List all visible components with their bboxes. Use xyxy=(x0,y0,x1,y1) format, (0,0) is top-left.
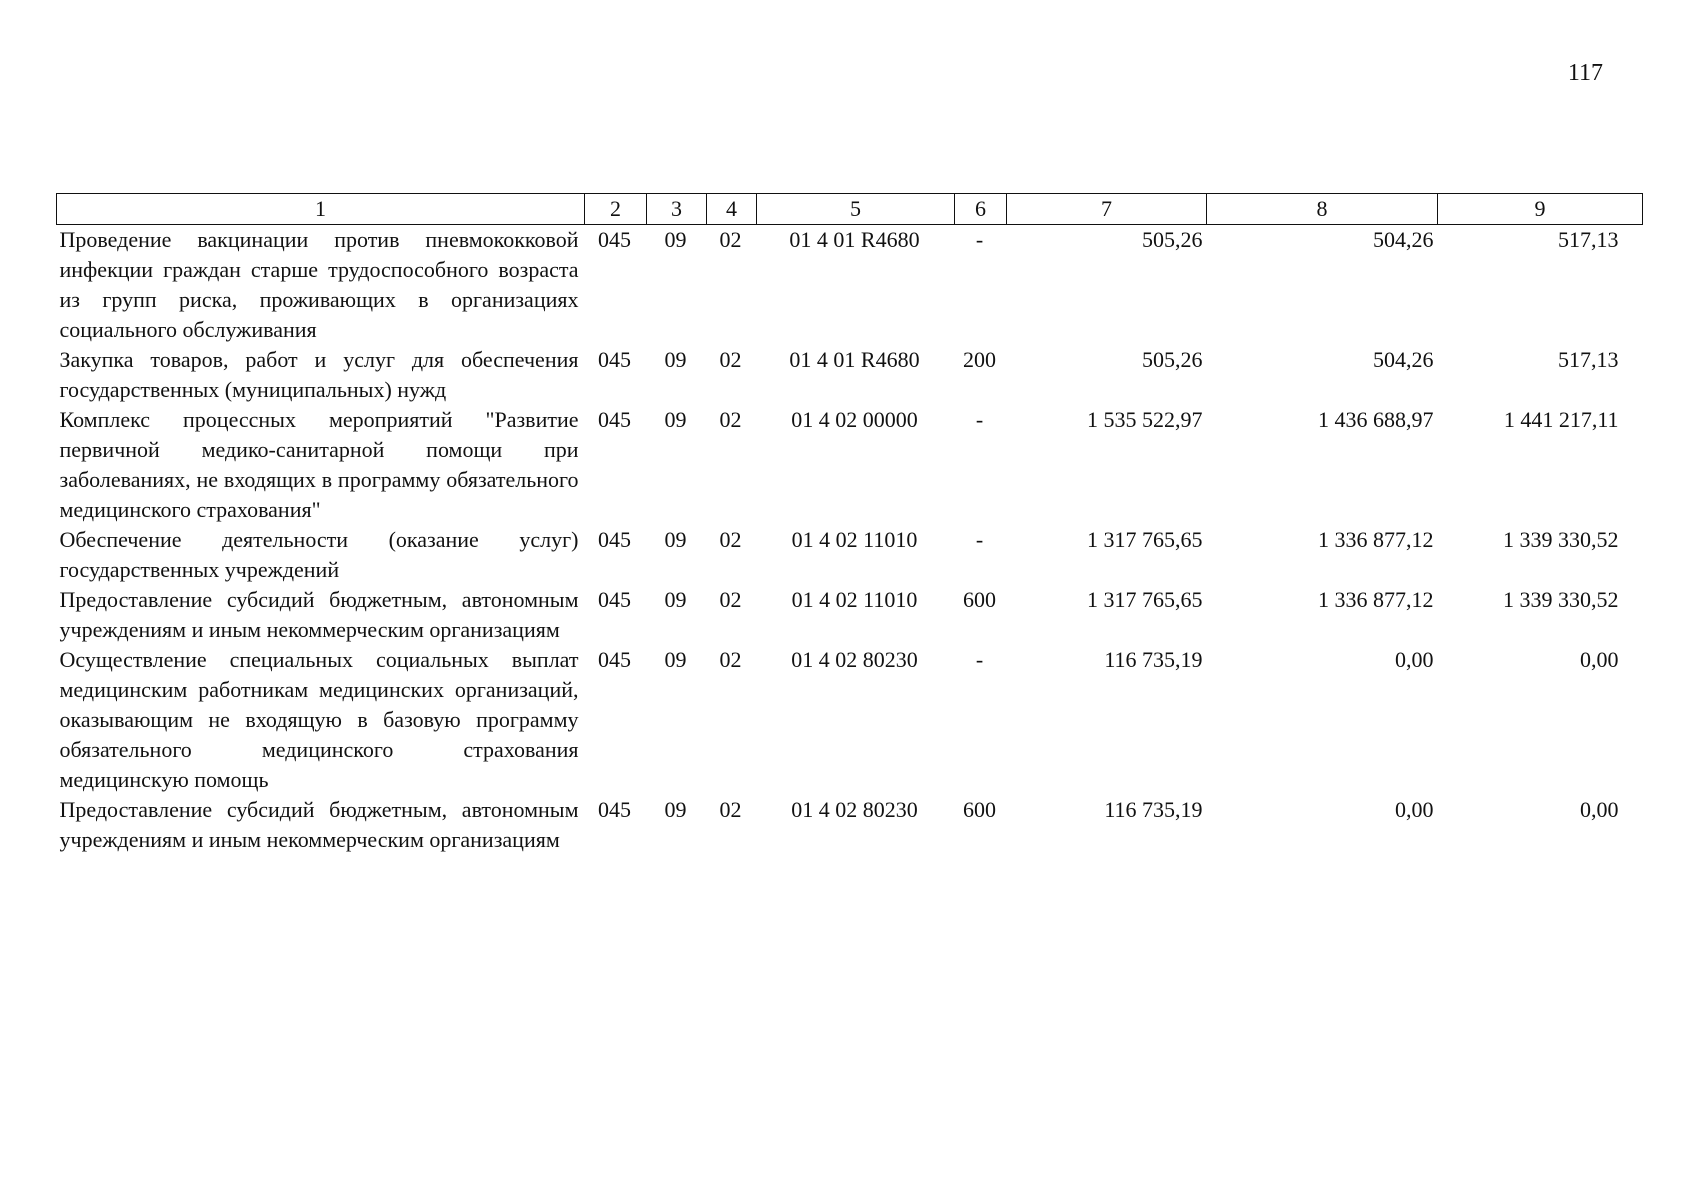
row-amount-3: 517,13 xyxy=(1558,347,1619,372)
row-rz: 09 xyxy=(664,797,687,822)
row-description: Проведение вакцинации против пневмококковой инфекции граждан старше трудоспособного возраста из групп риска, проживающих в организациях социального обслуживания xyxy=(59,227,579,342)
row-amount-2: 504,26 xyxy=(1373,227,1434,252)
row-amount-1: 1 317 765,65 xyxy=(1087,527,1203,552)
row-gr: 045 xyxy=(598,527,631,552)
row-csr: 01 4 02 80230 xyxy=(791,797,918,822)
table-row xyxy=(57,345,1643,405)
row-vr: 600 xyxy=(963,587,996,612)
row-amount-2: 1 336 877,12 xyxy=(1318,587,1434,612)
header-col-2: 2 xyxy=(585,194,647,225)
row-rz: 09 xyxy=(664,587,687,612)
row-amount-2: 0,00 xyxy=(1395,647,1434,672)
row-pr: 02 xyxy=(719,797,742,822)
row-description: Осуществление специальных социальных выплат медицинским работникам медицинских организаций, оказывающим не входящую в базовую программу обязательного медицинского страхования медицинскую помощь xyxy=(59,647,579,792)
row-amount-1: 505,26 xyxy=(1142,347,1203,372)
row-gr: 045 xyxy=(598,347,631,372)
row-amount-2: 0,00 xyxy=(1395,797,1434,822)
row-vr: 600 xyxy=(963,797,996,822)
row-pr: 02 xyxy=(719,647,742,672)
header-col-1: 1 xyxy=(57,194,585,225)
row-amount-3: 0,00 xyxy=(1580,647,1619,672)
row-csr: 01 4 02 00000 xyxy=(791,407,918,432)
row-vr: - xyxy=(975,407,984,432)
table-row xyxy=(57,525,1643,585)
row-csr: 01 4 02 80230 xyxy=(791,647,918,672)
row-amount-3: 0,00 xyxy=(1580,797,1619,822)
page-number: 117 xyxy=(1567,60,1603,86)
header-col-4: 4 xyxy=(707,194,757,225)
budget-table xyxy=(56,193,1643,855)
table-row xyxy=(57,645,1643,795)
header-col-6: 6 xyxy=(955,194,1007,225)
header-col-7: 7 xyxy=(1007,194,1207,225)
row-description: Предоставление субсидий бюджетным, автономным учреждениям и иным некоммерческим организациям xyxy=(59,587,579,642)
table-row xyxy=(57,795,1643,855)
row-pr: 02 xyxy=(719,407,742,432)
row-rz: 09 xyxy=(664,407,687,432)
row-rz: 09 xyxy=(664,227,687,252)
row-amount-1: 1 535 522,97 xyxy=(1087,407,1203,432)
row-pr: 02 xyxy=(719,587,742,612)
row-rz: 09 xyxy=(664,347,687,372)
row-amount-1: 116 735,19 xyxy=(1104,797,1203,822)
row-amount-2: 1 336 877,12 xyxy=(1318,527,1434,552)
row-amount-3: 1 339 330,52 xyxy=(1503,527,1619,552)
row-amount-3: 1 441 217,11 xyxy=(1503,407,1619,432)
row-csr: 01 4 01 R4680 xyxy=(789,347,920,372)
header-col-3: 3 xyxy=(647,194,707,225)
row-gr: 045 xyxy=(598,797,631,822)
row-amount-3: 517,13 xyxy=(1558,227,1619,252)
row-vr: 200 xyxy=(963,347,996,372)
row-pr: 02 xyxy=(719,527,742,552)
row-rz: 09 xyxy=(664,527,687,552)
row-csr: 01 4 02 11010 xyxy=(791,527,918,552)
row-description: Комплекс процессных мероприятий "Развитие первичной медико-санитарной помощи при заболеваниях, не входящих в программу обязательного медицинского страхования" xyxy=(59,407,579,522)
table-row xyxy=(57,225,1643,346)
header-col-8: 8 xyxy=(1207,194,1438,225)
row-csr: 01 4 02 11010 xyxy=(791,587,918,612)
row-amount-1: 1 317 765,65 xyxy=(1087,587,1203,612)
row-vr: - xyxy=(975,527,984,552)
header-row xyxy=(57,194,1643,225)
row-description: Закупка товаров, работ и услуг для обеспечения государственных (муниципальных) нужд xyxy=(59,347,579,402)
row-rz: 09 xyxy=(664,647,687,672)
row-gr: 045 xyxy=(598,227,631,252)
row-amount-3: 1 339 330,52 xyxy=(1503,587,1619,612)
row-csr: 01 4 01 R4680 xyxy=(789,227,920,252)
row-vr: - xyxy=(975,647,984,672)
row-amount-1: 116 735,19 xyxy=(1104,647,1203,672)
row-gr: 045 xyxy=(598,407,631,432)
row-gr: 045 xyxy=(598,647,631,672)
row-description: Обеспечение деятельности (оказание услуг) государственных учреждений xyxy=(59,527,579,582)
row-amount-1: 505,26 xyxy=(1142,227,1203,252)
row-amount-2: 1 436 688,97 xyxy=(1318,407,1434,432)
row-description: Предоставление субсидий бюджетным, автономным учреждениям и иным некоммерческим организациям xyxy=(59,797,579,852)
row-amount-2: 504,26 xyxy=(1373,347,1434,372)
header-col-5: 5 xyxy=(757,194,955,225)
table-row xyxy=(57,405,1643,525)
row-pr: 02 xyxy=(719,227,742,252)
row-vr: - xyxy=(975,227,984,252)
row-pr: 02 xyxy=(719,347,742,372)
header-col-9: 9 xyxy=(1438,194,1643,225)
row-gr: 045 xyxy=(598,587,631,612)
table-row xyxy=(57,585,1643,645)
